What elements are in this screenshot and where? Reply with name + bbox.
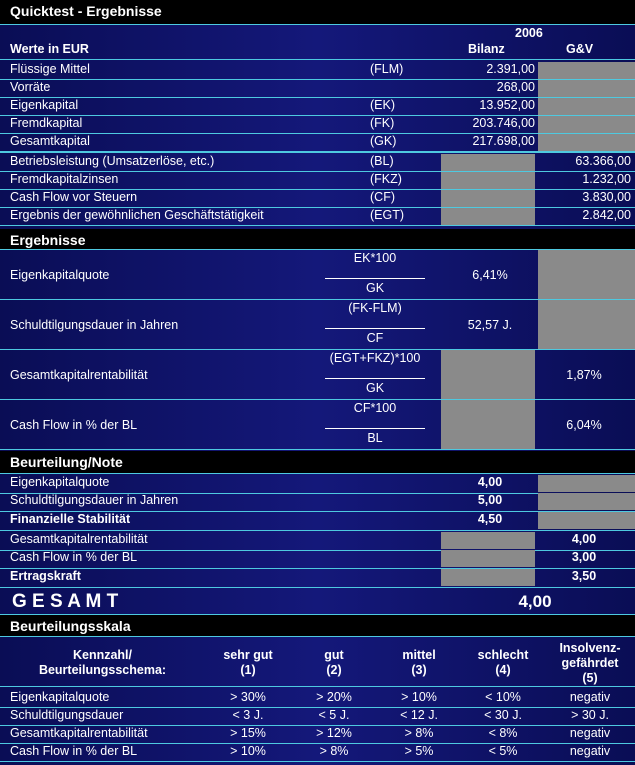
skala-cell: > 12%: [316, 726, 352, 740]
ergebnis-bilanz-value: 6,41%: [472, 268, 508, 282]
input-abbr: (GK): [370, 134, 397, 148]
skala-cell: negativ: [569, 744, 611, 758]
input-label: Cash Flow vor Steuern: [10, 190, 138, 204]
skala-col-header: gut: [324, 648, 344, 662]
skala-col-header: (5): [582, 671, 598, 685]
guv-empty-cell: [538, 134, 635, 151]
formula-denominator: BL: [367, 431, 383, 445]
formula-numerator: (FK-FLM): [348, 301, 402, 315]
bilanz-empty-cell: [441, 532, 535, 549]
skala-cell: > 15%: [230, 726, 266, 740]
skala-cell: > 10%: [401, 690, 437, 704]
input-label: Betriebsleistung (Umsatzerlöse, etc.): [10, 154, 215, 168]
fraction-line: [325, 428, 425, 429]
skala-cell: > 30 J.: [571, 708, 609, 722]
ergebnis-label: Schuldtilgungsdauer in Jahren: [10, 318, 179, 332]
row-divider: [0, 349, 635, 350]
guv-col-header: G&V: [566, 42, 594, 56]
skala-row-label: Eigenkapitalquote: [10, 690, 110, 704]
skala-cell: negativ: [569, 690, 611, 704]
beurteilung-label: Ertragskraft: [10, 569, 81, 583]
skala-row-label: Gesamtkapitalrentabilität: [10, 726, 148, 740]
beurteilung-label: Finanzielle Stabilität: [10, 512, 131, 526]
fraction-line: [325, 378, 425, 379]
bilanz-empty-cell: [441, 172, 535, 189]
input-abbr: (FKZ): [370, 172, 402, 186]
input-bilanz-value: 268,00: [496, 80, 535, 94]
skala-col-header: sehr gut: [223, 648, 273, 662]
input-label: Vorräte: [10, 80, 51, 94]
guv-empty-cell: [538, 250, 635, 299]
skala-col-header: mittel: [402, 648, 436, 662]
formula-numerator: EK*100: [353, 251, 397, 265]
year-label: 2006: [515, 26, 543, 40]
bilanz-empty-cell: [441, 208, 535, 225]
input-label: Ergebnis der gewöhnlichen Geschäftstätigkeit: [10, 208, 264, 222]
skala-col-header: schlecht: [477, 648, 529, 662]
beurteilung-bilanz-value: 4,00: [477, 475, 503, 489]
input-label: Fremdkapital: [10, 116, 83, 130]
beurteilung-bar-text: Beurteilung/Note: [10, 454, 123, 470]
input-abbr: (EGT): [370, 208, 405, 222]
input-abbr: (CF): [370, 190, 395, 204]
input-label: Flüssige Mittel: [10, 62, 90, 76]
werte-label: Werte in EUR: [10, 42, 89, 56]
ergebnis-label: Cash Flow in % der BL: [10, 418, 138, 432]
skala-cell: < 12 J.: [400, 708, 438, 722]
input-guv-value: 63.366,00: [575, 154, 631, 168]
skala-col-header: gefährdet: [561, 656, 619, 670]
row-divider: [0, 152, 635, 153]
skala-cell: < 5%: [488, 744, 518, 758]
skala-col-header: (3): [411, 663, 427, 677]
input-abbr: (FK): [370, 116, 395, 130]
input-bilanz-value: 203.746,00: [472, 116, 535, 130]
beurteilung-bilanz-value: 4,50: [477, 512, 503, 526]
skala-cell: > 5%: [404, 744, 434, 758]
beurteilung-bilanz-value: 5,00: [477, 493, 503, 507]
ergebnis-label: Gesamtkapitalrentabilität: [10, 368, 148, 382]
input-label: Eigenkapital: [10, 98, 79, 112]
input-abbr: (BL): [370, 154, 394, 168]
skala-cell: > 10%: [230, 744, 266, 758]
guv-empty-cell: [538, 512, 635, 529]
beurteilung-label: Cash Flow in % der BL: [10, 550, 138, 564]
skala-col-header: (4): [495, 663, 511, 677]
beurteilung-label: Gesamtkapitalrentabilität: [10, 532, 148, 546]
gesamt-value: 4,00: [518, 592, 552, 611]
beurteilung-guv-value: 3,50: [571, 569, 597, 583]
input-bilanz-value: 2.391,00: [486, 62, 535, 76]
bilanz-empty-cell: [441, 190, 535, 207]
skala-kennzahl-line1: Kennzahl/: [72, 648, 133, 662]
bilanz-empty-cell: [441, 154, 535, 171]
skala-cell: < 8%: [488, 726, 518, 740]
formula-numerator: (EGT+FKZ)*100: [329, 351, 421, 365]
title-bar-text: Quicktest - Ergebnisse: [10, 3, 162, 19]
skala-row-label: Cash Flow in % der BL: [10, 744, 138, 758]
row-divider: [0, 587, 635, 588]
row-divider: [0, 473, 635, 474]
bilanz-empty-cell: [441, 550, 535, 567]
bilanz-col-header: Bilanz: [468, 42, 505, 56]
beurteilung-label: Schuldtilgungsdauer in Jahren: [10, 493, 179, 507]
skala-cell: negativ: [569, 726, 611, 740]
input-abbr: (FLM): [370, 62, 404, 76]
input-label: Gesamtkapital: [10, 134, 90, 148]
guv-empty-cell: [538, 98, 635, 115]
input-guv-value: 3.830,00: [582, 190, 631, 204]
beurteilung-label: Eigenkapitalquote: [10, 475, 110, 489]
fraction-line: [325, 328, 425, 329]
skala-cell: < 10%: [485, 690, 521, 704]
guv-empty-cell: [538, 116, 635, 133]
row-divider: [0, 530, 635, 531]
ergebnisse-bar: [0, 229, 635, 249]
skala-cell: < 5 J.: [318, 708, 350, 722]
input-abbr: (EK): [370, 98, 395, 112]
skala-cell: > 20%: [316, 690, 352, 704]
bilanz-empty-cell: [441, 400, 535, 449]
ergebnisse-bar-text: Ergebnisse: [10, 232, 86, 248]
input-guv-value: 2.842,00: [582, 208, 631, 222]
beurteilung-guv-value: 4,00: [571, 532, 597, 546]
input-label: Fremdkapitalzinsen: [10, 172, 119, 186]
skala-col-header: Insolvenz-: [559, 641, 621, 655]
row-divider: [0, 59, 635, 60]
bilanz-empty-cell: [441, 569, 535, 586]
skala-cell: > 8%: [404, 726, 434, 740]
row-divider: [0, 686, 635, 687]
guv-empty-cell: [538, 300, 635, 349]
skala-row-label: Schuldtilgungsdauer: [10, 708, 124, 722]
guv-empty-cell: [538, 493, 635, 510]
input-bilanz-value: 13.952,00: [479, 98, 535, 112]
ergebnis-guv-value: 1,87%: [566, 368, 602, 382]
row-divider: [0, 636, 635, 637]
skala-cell: > 30%: [230, 690, 266, 704]
row-divider: [0, 399, 635, 400]
skala-col-header: (1): [240, 663, 256, 677]
row-divider: [0, 761, 635, 762]
guv-empty-cell: [538, 80, 635, 97]
ergebnis-label: Eigenkapitalquote: [10, 268, 110, 282]
formula-denominator: GK: [365, 281, 385, 295]
input-guv-value: 1.232,00: [582, 172, 631, 186]
guv-empty-cell: [538, 475, 635, 492]
row-divider: [0, 24, 635, 25]
formula-denominator: GK: [365, 381, 385, 395]
skala-kennzahl-line2: Beurteilungsschema:: [38, 663, 167, 677]
skala-cell: < 3 J.: [232, 708, 264, 722]
beurteilung-guv-value: 3,00: [571, 550, 597, 564]
row-divider: [0, 449, 635, 450]
fraction-line: [325, 278, 425, 279]
row-divider: [0, 225, 635, 226]
skala-bar-text: Beurteilungsskala: [10, 618, 131, 634]
skala-col-header: (2): [326, 663, 342, 677]
input-bilanz-value: 217.698,00: [472, 134, 535, 148]
bilanz-empty-cell: [441, 350, 535, 399]
guv-empty-cell: [538, 62, 635, 79]
formula-numerator: CF*100: [353, 401, 397, 415]
ergebnis-bilanz-value: 52,57 J.: [467, 318, 513, 332]
gesamt-label: G E S A M T: [12, 591, 119, 612]
formula-denominator: CF: [366, 331, 384, 345]
skala-cell: > 8%: [319, 744, 349, 758]
ergebnis-guv-value: 6,04%: [566, 418, 602, 432]
skala-cell: < 30 J.: [484, 708, 522, 722]
